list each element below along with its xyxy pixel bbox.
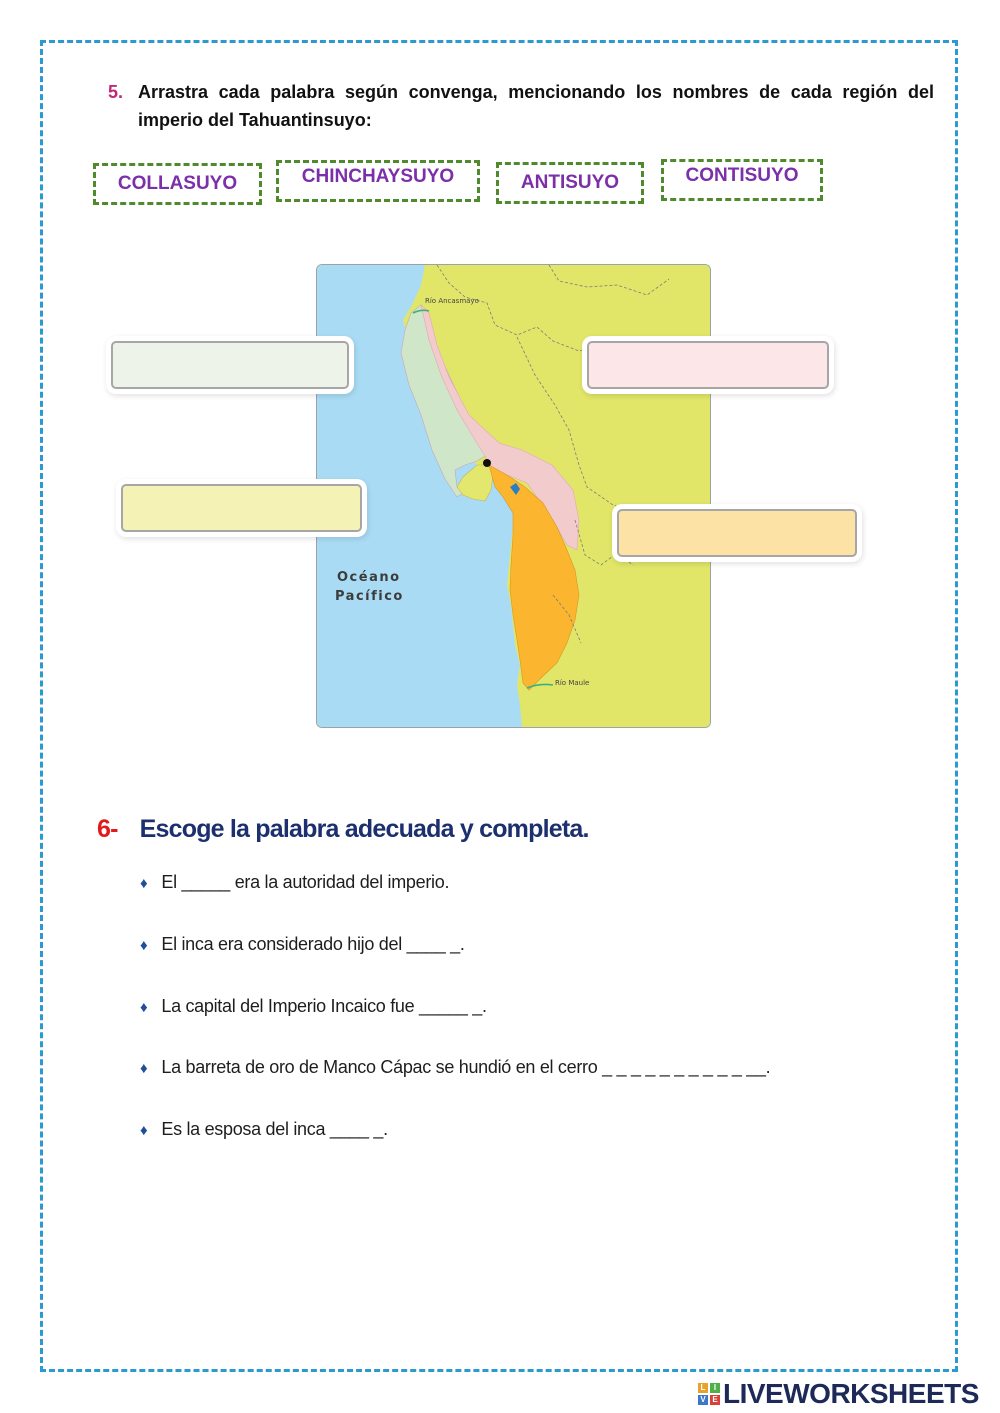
- ocean-label-line2: Pacífico: [335, 589, 404, 604]
- tahuantinsuyo-map: [316, 264, 711, 728]
- fill-item-3: [140, 996, 487, 1017]
- map-graphic: [317, 265, 710, 727]
- question-6-heading: [97, 815, 589, 844]
- word-chip-chinchaysuyo[interactable]: CHINCHAYSUYO: [276, 160, 480, 202]
- question-6-title: Escoge la palabra adecuada y completa.: [139, 815, 589, 843]
- liveworksheets-logo: [698, 1380, 979, 1408]
- logo-cell: L: [698, 1383, 708, 1393]
- fill-item-5: [140, 1119, 388, 1140]
- diamond-bullet-icon: ♦: [140, 999, 148, 1016]
- question-6-number: 6-: [97, 815, 118, 843]
- fill-item-text[interactable]: El inca era considerado hijo del ____ _.: [161, 934, 465, 954]
- fill-item-text[interactable]: La capital del Imperio Incaico fue _____ _.: [161, 996, 487, 1016]
- river-north-label: Río Ancasmayo: [425, 297, 479, 305]
- question-5: [108, 78, 934, 134]
- diamond-bullet-icon: ♦: [140, 1122, 148, 1139]
- drop-zone-mid-left[interactable]: [121, 484, 362, 532]
- diamond-bullet-icon: ♦: [140, 937, 148, 954]
- question-5-number: 5.: [108, 82, 124, 102]
- word-chip-contisuyo[interactable]: CONTISUYO: [661, 159, 823, 201]
- logo-cell: V: [698, 1395, 708, 1405]
- fill-item-1: [140, 872, 449, 893]
- drop-zone-top-right[interactable]: [587, 341, 829, 389]
- drop-zone-mid-right[interactable]: [617, 509, 857, 557]
- logo-cell: I: [710, 1383, 720, 1393]
- diamond-bullet-icon: ♦: [140, 1060, 148, 1077]
- drop-zone-top-left[interactable]: [111, 341, 349, 389]
- diamond-bullet-icon: ♦: [140, 875, 148, 892]
- ocean-label-line1: Océano: [337, 570, 401, 585]
- logo-grid-icon: [698, 1383, 720, 1405]
- river-south-label: Río Maule: [555, 679, 590, 687]
- fill-item-text[interactable]: La barreta de oro de Manco Cápac se hundió en el cerro _ _ _ _ _ _ _ _ _ _ __.: [161, 1057, 771, 1077]
- fill-item-text[interactable]: El _____ era la autoridad del imperio.: [161, 872, 450, 892]
- fill-item-2: [140, 934, 465, 955]
- fill-item-text[interactable]: Es la esposa del inca ____ _.: [161, 1119, 388, 1139]
- word-chip-antisuyo[interactable]: ANTISUYO: [496, 162, 644, 204]
- word-chip-collasuyo[interactable]: COLLASUYO: [93, 163, 262, 205]
- cusco-marker: [483, 459, 491, 467]
- question-5-text: Arrastra cada palabra según convenga, mencionando los nombres de cada región del imperio del Tahuantinsuyo:: [138, 82, 934, 130]
- fill-item-4: [140, 1057, 770, 1078]
- logo-text: LIVEWORKSHEETS: [723, 1378, 979, 1409]
- logo-cell: E: [710, 1395, 720, 1405]
